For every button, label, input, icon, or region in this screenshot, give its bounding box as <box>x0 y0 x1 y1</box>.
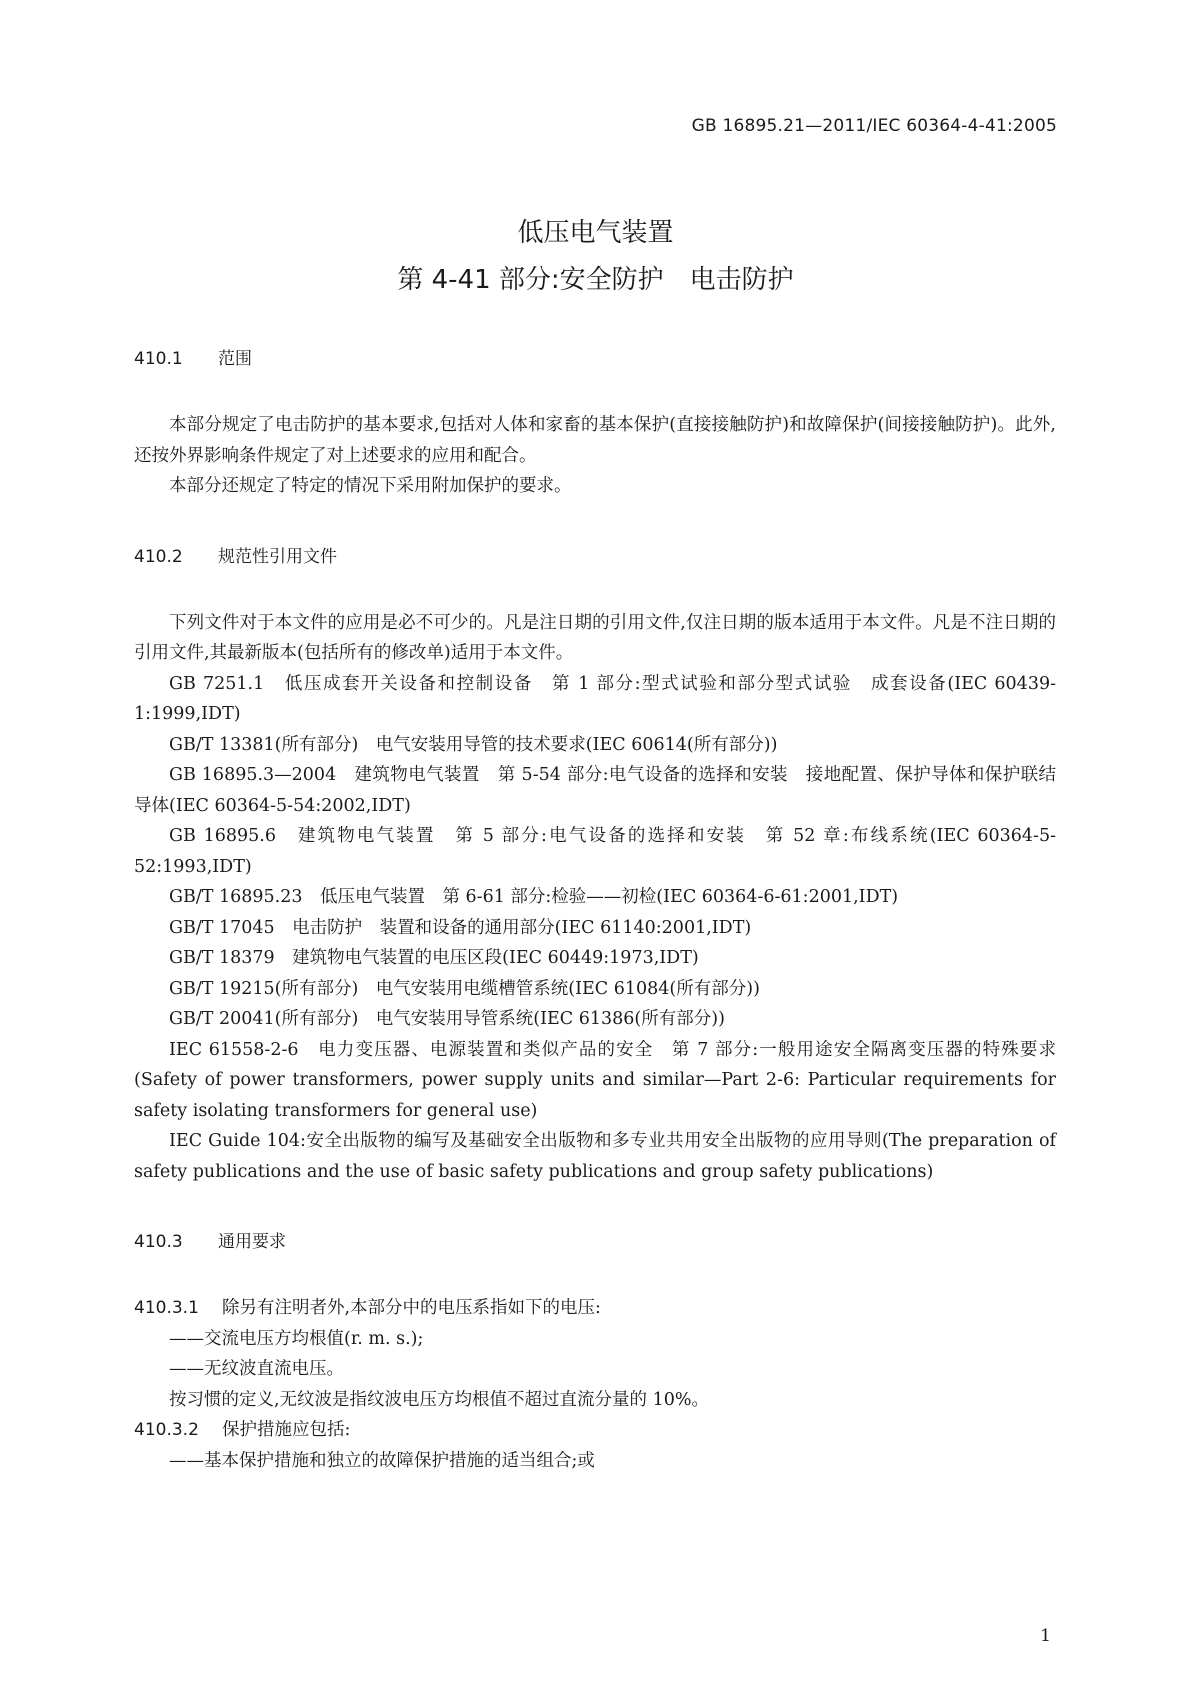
section-title: 通用要求 <box>218 1232 286 1252</box>
reference-item: GB/T 16895.23 低压电气装置 第 6-61 部分:检验——初检(IEC 60364-6-61:2001,IDT) <box>169 887 899 907</box>
section-title: 范围 <box>218 349 252 369</box>
list-item: ——交流电压方均根值(r. m. s.); <box>169 1328 424 1349</box>
paragraph: 下列文件对于本文件的应用是必不可少的。凡是注日期的引用文件,仅注日期的版本适用于本文件。凡是不注日期的引用文件,其最新版本(包括所有的修改单)适用于本文件。 <box>134 612 1056 663</box>
reference-item: GB/T 20041(所有部分) 电气安装用导管系统(IEC 61386(所有部分)) <box>169 1009 725 1029</box>
title-line-1: 低压电气装置 <box>517 218 674 248</box>
document-body <box>134 344 1056 1476</box>
clause-410-3-1 <box>134 1293 1056 1324</box>
clause-number: 410.3.2 <box>134 1420 199 1440</box>
section-number: 410.2 <box>134 546 183 567</box>
reference-item: GB 7251.1 低压成套开关设备和控制设备 第 1 部分:型式试验和部分型式试验 成套设备(IEC 60439-1:1999,IDT) <box>134 673 1056 724</box>
standard-number: GB 16895.21—2011/IEC 60364-4-41:2005 <box>691 116 1057 136</box>
paragraph: 按习惯的定义,无纹波是指纹波电压方均根值不超过直流分量的 10%。 <box>169 1389 710 1410</box>
section-heading-scope <box>134 344 1056 374</box>
reference-item: GB/T 17045 电击防护 装置和设备的通用部分(IEC 61140:2001,IDT) <box>169 917 752 938</box>
clause-text: 除另有注明者外,本部分中的电压系指如下的电压: <box>222 1298 601 1318</box>
section-title: 规范性引用文件 <box>218 546 337 567</box>
clause-number: 410.3.1 <box>134 1298 199 1318</box>
paragraph: 本部分还规定了特定的情况下采用附加保护的要求。 <box>169 476 572 496</box>
section-number: 410.1 <box>134 349 183 369</box>
section-number: 410.3 <box>134 1232 183 1252</box>
document-title <box>0 210 1191 304</box>
reference-item: IEC 61558-2-6 电力变压器、电源装置和类似产品的安全 第 7 部分:一般用途安全隔离变压器的特殊要求(Safety of power transformers, power supply units and similar—Part 2-6: Particular requirements for safety isolating transformers for general use) <box>134 1039 1056 1121</box>
reference-item: GB 16895.6 建筑物电气装置 第 5 部分:电气设备的选择和安装 第 52 章:布线系统(IEC 60364-5-52:1993,IDT) <box>134 826 1056 877</box>
clause-text: 保护措施应包括: <box>222 1420 351 1440</box>
reference-item: GB 16895.3—2004 建筑物电气装置 第 5-54 部分:电气设备的选择和安装 接地配置、保护导体和保护联结导体(IEC 60364-5-54:2002,IDT) <box>134 765 1056 816</box>
section-heading-general-requirements <box>134 1227 1056 1257</box>
reference-item: GB/T 13381(所有部分) 电气安装用导管的技术要求(IEC 60614(所有部分)) <box>169 734 778 755</box>
page-number: 1 <box>1040 1626 1051 1646</box>
paragraph: 本部分规定了电击防护的基本要求,包括对人体和家畜的基本保护(直接接触防护)和故障保护(间接接触防护)。此外,还按外界影响条件规定了对上述要求的应用和配合。 <box>134 415 1056 466</box>
reference-item: GB/T 19215(所有部分) 电气安装用电缆槽管系统(IEC 61084(所有部分)) <box>169 978 760 999</box>
reference-item: IEC Guide 104:安全出版物的编写及基础安全出版物和多专业共用安全出版物的应用导则(The preparation of safety publications and the use of basic safety publications and group safety publications) <box>134 1131 1056 1182</box>
section-heading-normative-references <box>134 542 1056 572</box>
clause-410-3-2 <box>134 1415 1056 1446</box>
list-item: ——无纹波直流电压。 <box>169 1359 344 1379</box>
reference-item: GB/T 18379 建筑物电气装置的电压区段(IEC 60449:1973,IDT) <box>169 948 699 968</box>
list-item: ——基本保护措施和独立的故障保护措施的适当组合;或 <box>169 1450 595 1471</box>
title-line-2: 第 4-41 部分:安全防护 电击防护 <box>397 265 794 295</box>
